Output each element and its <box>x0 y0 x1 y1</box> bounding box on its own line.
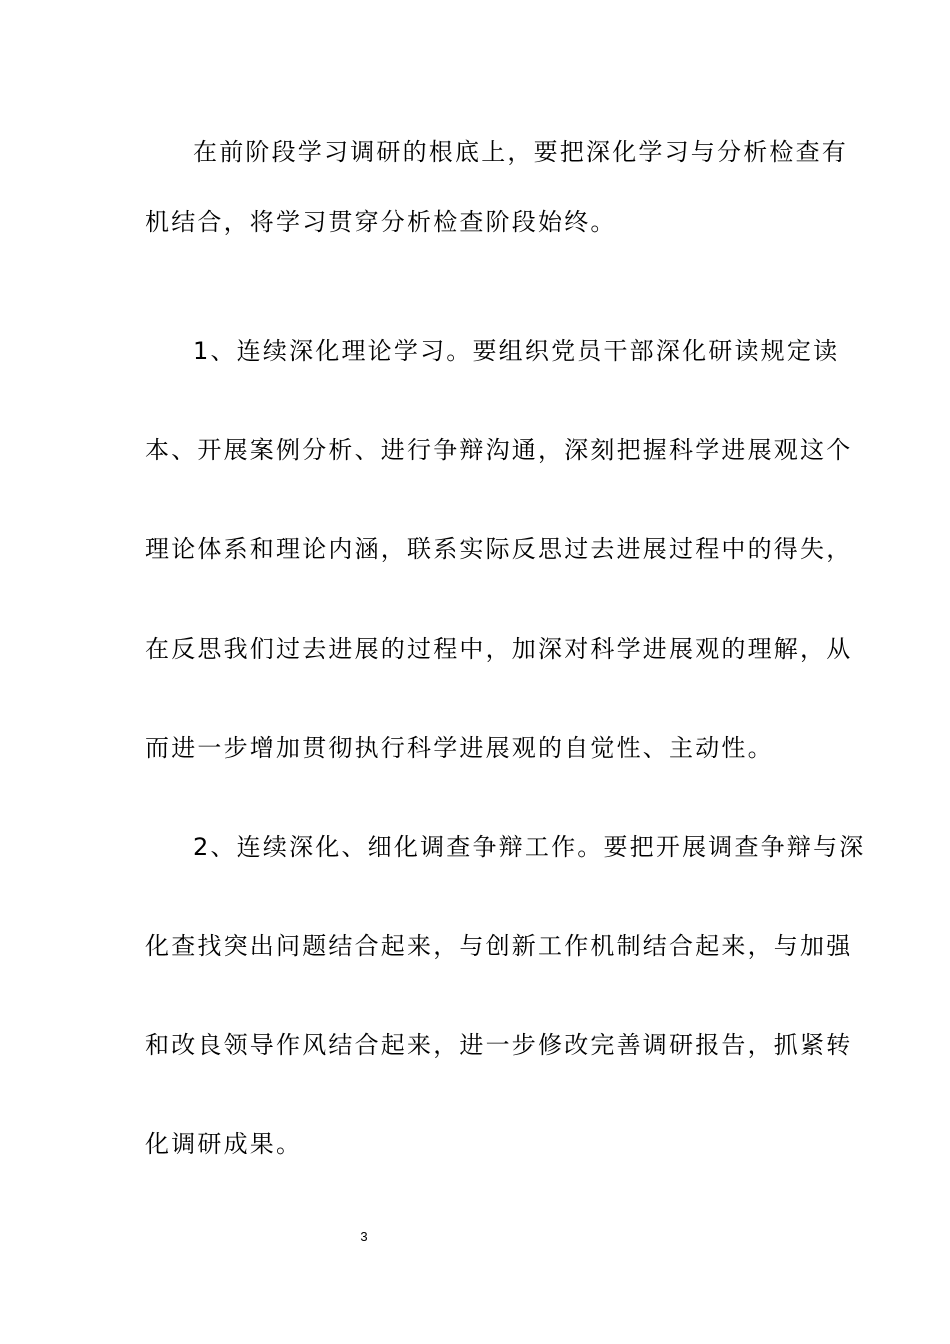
paragraph-2-line-5: 而进一步增加贯彻执行科学进展观的自觉性、主动性。 <box>145 734 774 762</box>
paragraph-3-line-2: 化查找突出问题结合起来，与创新工作机制结合起来，与加强 <box>145 932 853 960</box>
paragraph-2-line-1: 1、连续深化理论学习。要组织党员干部深化研读规定读 <box>193 337 840 365</box>
paragraph-2-line-4: 在反思我们过去进展的过程中，加深对科学进展观的理解，从 <box>145 635 853 663</box>
paragraph-3-line-3: 和改良领导作风结合起来，进一步修改完善调研报告，抓紧转 <box>145 1031 853 1059</box>
paragraph-2-line-3: 理论体系和理论内涵，联系实际反思过去进展过程中的得失， <box>145 535 853 563</box>
paragraph-1-line-1: 在前阶段学习调研的根底上，要把深化学习与分析检查有 <box>193 138 848 166</box>
page-number: 3 <box>360 1229 368 1244</box>
paragraph-1-line-2: 机结合，将学习贯穿分析检查阶段始终。 <box>145 208 617 236</box>
paragraph-3-line-4: 化调研成果。 <box>145 1130 303 1158</box>
paragraph-2-line-2: 本、开展案例分析、进行争辩沟通，深刻把握科学进展观这个 <box>145 436 853 464</box>
paragraph-3-line-1: 2、连续深化、细化调查争辩工作。要把开展调查争辩与深 <box>193 833 866 861</box>
